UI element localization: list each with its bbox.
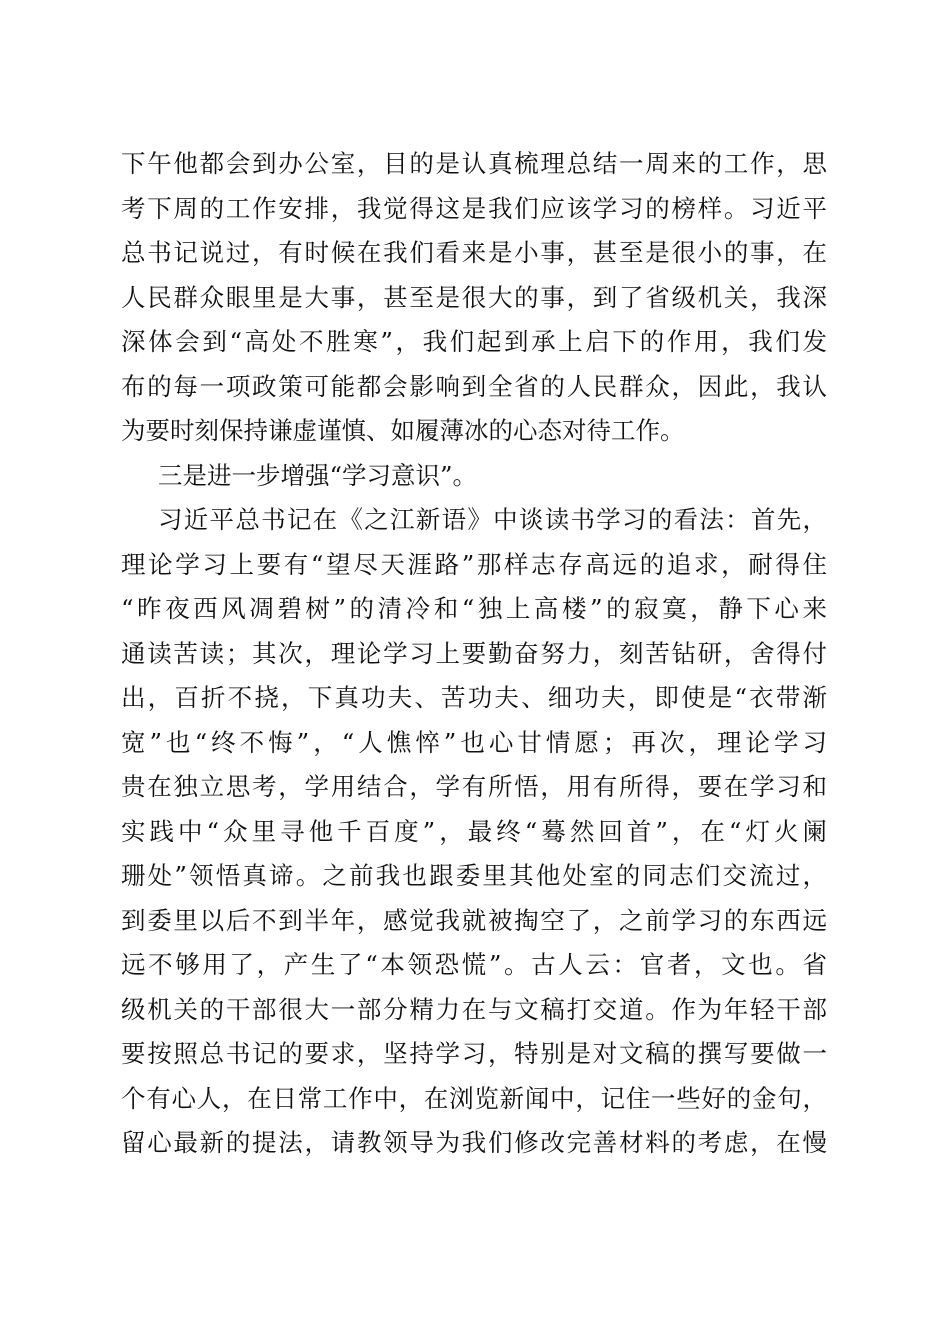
text-line: 布的每一项政策可能都会影响到全省的人民群众，因此，我认 bbox=[121, 371, 827, 401]
section-heading: 三是进一步增强“学习意识”。 bbox=[158, 460, 478, 490]
text-line: 为要时刻保持谦虚谨慎、如履薄冰的心态对待工作。 bbox=[121, 416, 685, 445]
text-line: 远不够用了，产生了“本领恐慌”。古人云：官者，文也。省 bbox=[121, 950, 827, 979]
body-text bbox=[121, 142, 827, 1166]
text-line: 出，百折不挠，下真功夫、苦功夫、细功夫，即使是“衣带渐 bbox=[121, 683, 827, 712]
text-line: 习近平总书记在《之江新语》中谈读书学习的看法：首先， bbox=[158, 505, 827, 534]
text-line: 珊处”领悟真谛。之前我也跟委里其他处室的同志们交流过， bbox=[121, 861, 827, 890]
text-line: 宽”也“终不悔”，“人憔悴”也心甘情愿；再次，理论学习 bbox=[121, 727, 827, 757]
text-line: 通读苦读；其次，理论学习上要勤奋努力，刻苦钻研，舍得付 bbox=[121, 638, 827, 668]
text-line: 要按照总书记的要求，坚持学习，特别是对文稿的撰写要做一 bbox=[121, 1039, 827, 1068]
text-line: 理论学习上要有“望尽天涯路”那样志存高远的追求，耐得住 bbox=[121, 549, 827, 579]
text-line: 下午他都会到办公室，目的是认真梳理总结一周来的工作，思 bbox=[121, 149, 827, 178]
text-line: 考下周的工作安排，我觉得这是我们应该学习的榜样。习近平 bbox=[121, 193, 827, 223]
text-line: 到委里以后不到半年，感觉我就被掏空了，之前学习的东西远 bbox=[121, 905, 827, 935]
text-line: 深体会到“高处不胜寒”，我们起到承上启下的作用，我们发 bbox=[121, 327, 827, 356]
text-line: “昨夜西风凋碧树”的清冷和“独上高楼”的寂寞，静下心来 bbox=[121, 594, 827, 623]
text-line: 总书记说过，有时候在我们看来是小事，甚至是很小的事，在 bbox=[121, 238, 827, 267]
text-line: 人民群众眼里是大事，甚至是很大的事，到了省级机关，我深 bbox=[121, 282, 827, 312]
text-line: 贵在独立思考，学用结合，学有所悟，用有所得，要在学习和 bbox=[121, 772, 827, 801]
text-line: 级机关的干部很大一部分精力在与文稿打交道。作为年轻干部 bbox=[121, 994, 827, 1024]
text-line: 留心最新的提法，请教领导为我们修改完善材料的考虑，在慢 bbox=[121, 1128, 827, 1157]
text-line: 实践中“众里寻他千百度”，最终“蓦然回首”，在“灯火阑 bbox=[121, 816, 827, 846]
text-line: 个有心人，在日常工作中，在浏览新闻中，记住一些好的金句， bbox=[121, 1083, 827, 1113]
